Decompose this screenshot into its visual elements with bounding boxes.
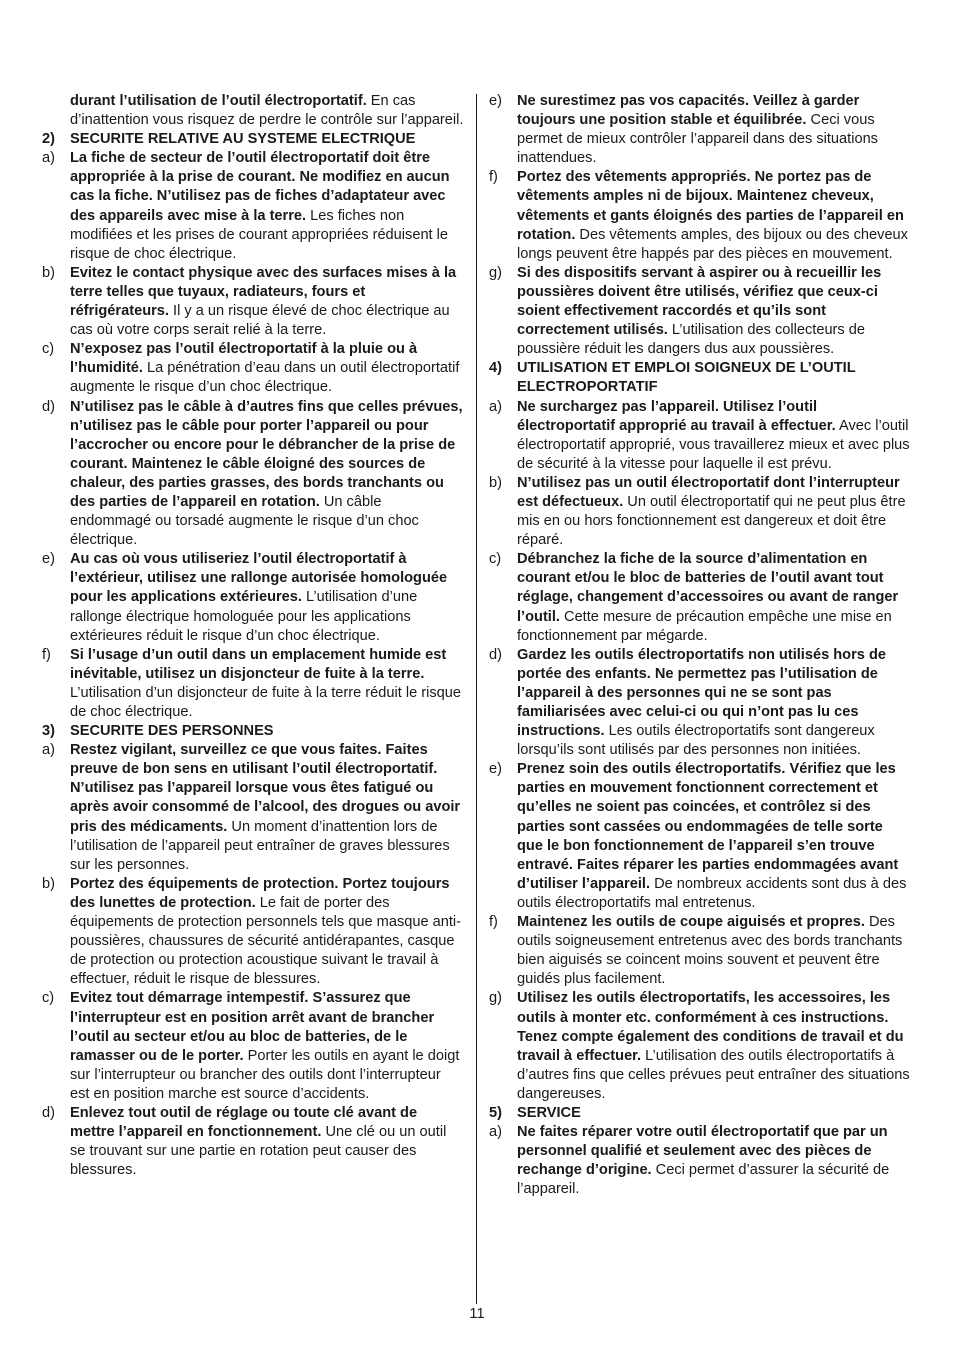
item-label: a) xyxy=(42,150,55,167)
list-item xyxy=(42,646,464,722)
item-label: a) xyxy=(489,1124,502,1141)
item-bold-text: Si l’usage d’un outil dans un emplacement humide est inévitable, utilisez un disjoncteur de fuite à la terre. xyxy=(70,646,447,682)
item-bold-text: N’utilisez pas le câble à d’autres fins que celles prévues, n’utilisez pas le câble pour porter l’appareil ou pour l’accrocher ou encore pour le débrancher de la prise de courant. Maintenez le câble éloigné des sources de chaleur, des parties grasses, des bords tranchants ou des parties de l’appareil en rotation. xyxy=(70,398,463,510)
item-label: 5) xyxy=(489,1104,502,1121)
item-label: b) xyxy=(42,264,55,281)
list-item xyxy=(42,550,464,645)
list-item xyxy=(42,398,464,551)
item-text: Un outil électroportatif qui ne peut plus être mis en ou hors fonctionnement est dangereux et doit être réparé. xyxy=(517,493,906,549)
list-item xyxy=(489,398,911,474)
heading-text: SECURITE RELATIVE AU SYSTEME ELECTRIQUE xyxy=(70,131,416,148)
section-heading xyxy=(489,1104,911,1123)
item-label: c) xyxy=(42,990,55,1007)
item-label: e) xyxy=(489,93,502,109)
item-label: g) xyxy=(489,990,502,1007)
item-text: En cas d’inattention vous risquez de perdre le contrôle sur l’appareil. xyxy=(70,93,464,129)
item-text: Des vêtements amples, des bijoux ou des cheveux longs peuvent être happés par des pièces en mouvement. xyxy=(517,226,908,262)
item-bold-text: Gardez les outils électroportatifs non utilisés hors de portée des enfants. Ne permettez pas l’utilisation de l’appareil à des personnes qui ne se sont pas familiarisées avec celui-ci ou qui n’ont pas lu ces instructions. xyxy=(517,646,886,740)
item-label: 4) xyxy=(489,360,502,377)
item-label: f) xyxy=(489,169,498,186)
item-bold-text: durant l’utilisation de l’outil électroportatif. xyxy=(70,93,367,109)
item-bold-text: Au cas où vous utiliseriez l’outil électroportatif à l’extérieur, utilisez une rallonge autorisée homologuée pour les applications extérieures. xyxy=(70,551,448,606)
item-text: Les fiches non modifiées et les prises de courant appropriées réduisent le risque de choc électrique. xyxy=(70,207,449,262)
list-item xyxy=(42,741,464,875)
item-text: L’utilisation d’une rallonge électrique homologuée pour les applications extérieures réduit le risque d’un choc électrique. xyxy=(70,589,418,644)
item-bold-text: Utilisez les outils électroportatifs, les accessoires, les outils à monter etc. conformément à ces instructions. Tenez compte également des conditions de travail et du travail à effectuer. xyxy=(517,990,904,1064)
list-item xyxy=(489,646,911,761)
item-label: c) xyxy=(42,341,55,358)
item-text: Une clé ou un outil se trouvant sur une partie en rotation peut causer des blessures. xyxy=(70,1124,447,1179)
item-text: Ceci permet d’assurer la sécurité de l’appareil. xyxy=(517,1162,890,1198)
item-bold-text: N’utilisez pas un outil électroportatif dont l’interrupteur est défectueux. xyxy=(517,474,900,510)
list-item xyxy=(42,989,464,1104)
item-bold-text: Portez des vêtements appropriés. Ne portez pas de vêtements amples ni de bijoux. Maintenez cheveux, vêtements et gants éloignés des parties de l’appareil en rotation. xyxy=(517,169,904,243)
heading-text: SERVICE xyxy=(517,1104,581,1121)
list-item xyxy=(42,340,464,397)
item-text: Un moment d’inattention lors de l’utilisation de l’appareil peut entraîner de graves blessures sur les personnes. xyxy=(70,818,450,873)
list-item xyxy=(42,875,464,990)
list-item xyxy=(489,168,911,263)
item-label: d) xyxy=(42,398,55,415)
item-label: e) xyxy=(489,761,502,778)
item-text: La pénétration d’eau dans un outil électroportatif augmente le risque d’un choc électrique. xyxy=(70,360,460,396)
item-bold-text: Ne surchargez pas l’appareil. Utilisez l’outil électroportatif approprié au travail à effectuer. xyxy=(517,398,836,434)
list-item xyxy=(489,550,911,645)
section-heading xyxy=(42,722,464,741)
item-label: d) xyxy=(489,646,502,663)
left-column xyxy=(42,92,464,1180)
item-text: Cette mesure de précaution empêche une mise en fonctionnement par mégarde. xyxy=(517,608,892,644)
list-item xyxy=(42,1104,464,1180)
item-label: f) xyxy=(42,646,51,663)
list-item xyxy=(489,92,911,168)
item-label: f) xyxy=(489,914,498,931)
item-text: Le fait de porter des équipements de protection personnels tels que masque anti-poussières, chaussures de sécurité antidérapantes, casque de protection ou protection acoustique suivant le travail à effectuer, réduit le risque de blessures. xyxy=(70,894,462,988)
right-column xyxy=(489,92,911,1199)
item-bold-text: N’exposez pas l’outil électroportatif à la pluie ou à l’humidité. xyxy=(70,341,418,377)
list-item xyxy=(489,913,911,989)
item-bold-text: Débranchez la fiche de la source d’alimentation en courant et/ou le bloc de batteries de l’outil avant tout réglage, changement d’accessoires ou avant de ranger l’outil. xyxy=(517,551,899,625)
item-text: Un câble endommagé ou torsadé augmente le risque d’un choc électrique. xyxy=(70,493,419,549)
section-heading xyxy=(42,130,464,149)
list-item xyxy=(489,474,911,550)
item-text: L’utilisation des outils électroportatifs à d’autres fins que celles prévues peut entraîner des situations dangereuses. xyxy=(517,1047,910,1102)
item-bold-text: Ne faites réparer votre outil électroportatif que par un personnel qualifié et seulement avec des pièces de rechange d’origine. xyxy=(517,1124,888,1179)
item-bold-text: La fiche de secteur de l’outil électroportatif doit être appropriée à la prise de courant. Ne modifiez en aucun cas la fiche. N’utilisez pas de fiches d’adaptateur avec des appareils avec mise à la terre. xyxy=(70,150,450,224)
item-label: b) xyxy=(42,875,55,892)
heading-text: SECURITE DES PERSONNES xyxy=(70,723,274,740)
column-divider xyxy=(476,94,477,1304)
item-label: a) xyxy=(42,742,55,759)
item-label: 2) xyxy=(42,131,55,148)
list-item xyxy=(42,149,464,264)
item-text: Il y a un risque élevé de choc électrique au cas où votre corps serait relié à la terre. xyxy=(70,303,450,339)
list-item xyxy=(489,760,911,913)
item-bold-text: Evitez tout démarrage intempestif. S’assurez que l’interrupteur est en position arrêt avant de brancher l’outil au secteur et/ou au bloc de batteries, de le ramasser ou de le porter. xyxy=(70,990,435,1064)
item-bold-text: Restez vigilant, surveillez ce que vous faites. Faites preuve de bon sens en utilisant l’outil électroportatif. N’utilisez pas l’appareil lorsque vous êtes fatigué ou après avoir consommé de l’alcool, des drogues ou avoir pris des médicaments. xyxy=(70,742,461,835)
item-bold-text: Enlevez tout outil de réglage ou toute clé avant de mettre l’appareil en fonctionnement. xyxy=(70,1104,418,1141)
item-label: b) xyxy=(489,474,502,491)
item-text: L’utilisation d’un disjoncteur de fuite à la terre réduit le risque de choc électrique. xyxy=(70,684,462,720)
item-bold-text: Si des dispositifs servant à aspirer ou à recueillir les poussières doivent être utilisés, vérifiez que ceux-ci soient effectivement raccordés et qu’ils sont correctement utilisés. xyxy=(517,264,882,339)
item-bold-text: Prenez soin des outils électroportatifs. Vérifiez que les parties en mouvement fonctionnent correctement et qu’elles ne soient pas coincées, et contrôlez si des parties sont cassées ou endommagées de telle sorte que le bon fonctionnement de l’appareil s’en trouve entravé. Faites réparer les parties endommagées avant d’utiliser l’appareil. xyxy=(517,761,899,892)
item-text: L’utilisation des collecteurs de poussière réduit les dangers dus aux poussières. xyxy=(517,322,866,358)
item-label: e) xyxy=(42,551,55,568)
item-text: Les outils électroportatifs sont dangereux lorsqu’ils sont utilisés par des personnes non initiées. xyxy=(517,723,875,759)
item-text: Ceci vous permet de mieux contrôler l’appareil dans des situations inattendues. xyxy=(517,112,878,167)
list-item xyxy=(489,1123,911,1199)
item-text: Porter les outils en ayant le doigt sur l’interrupteur ou brancher des outils dont l’interrupteur est en position marche est source d’accidents. xyxy=(70,1047,460,1102)
item-text: Avec l’outil électroportatif approprié, vous travaillerez mieux et avec plus de sécurité à la vitesse pour laquelle il est prévu. xyxy=(517,417,910,472)
item-label: c) xyxy=(489,551,502,568)
item-bold-text: Maintenez les outils de coupe aiguisés et propres. xyxy=(517,914,865,931)
item-label: a) xyxy=(489,398,502,415)
item-bold-text: Evitez le contact physique avec des surfaces mises à la terre telles que tuyaux, radiateurs, fours et réfrigérateurs. xyxy=(70,264,457,320)
heading-text: UTILISATION ET EMPLOI SOIGNEUX DE L’OUTIL ELECTROPORTATIF xyxy=(517,360,856,396)
item-label: d) xyxy=(42,1104,55,1121)
item-label: g) xyxy=(489,264,502,281)
item-label: 3) xyxy=(42,723,55,740)
item-bold-text: Portez des équipements de protection. Portez toujours des lunettes de protection. xyxy=(70,875,450,911)
list-item xyxy=(42,264,464,340)
page-number: 11 xyxy=(469,1306,485,1322)
list-item xyxy=(489,989,911,1104)
section-heading xyxy=(489,359,911,397)
item-text: De nombreux accidents sont dus à des outils électroportatifs mal entretenus. xyxy=(517,875,907,911)
item-bold-text: Ne surestimez pas vos capacités. Veillez à garder toujours une position stable et équilibrée. xyxy=(517,93,860,129)
list-item xyxy=(42,92,464,130)
item-text: Des outils soigneusement entretenus avec des bords tranchants bien aiguisés se coincent moins souvent et peuvent être guidés plus facilement. xyxy=(517,914,903,988)
list-item xyxy=(489,264,911,359)
